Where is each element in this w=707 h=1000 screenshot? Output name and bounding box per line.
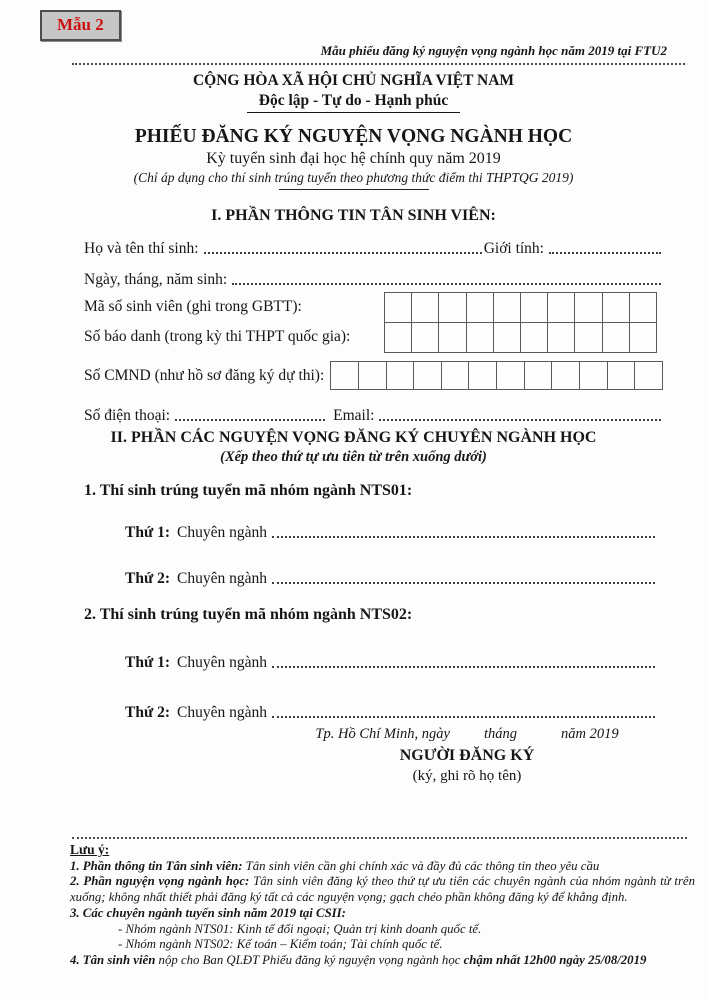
section2-subheading: (Xếp theo thứ tự ưu tiên từ trên xuống dưới) <box>220 449 487 465</box>
choice-fill-line <box>272 712 655 718</box>
digit-box <box>635 362 663 390</box>
email-label: Email: <box>333 407 375 424</box>
digit-box <box>385 293 412 323</box>
exam-id-label: Số báo danh (trong kỳ thi THPT quốc gia): <box>84 328 351 345</box>
digit-box <box>521 293 548 323</box>
dob-row <box>84 265 663 289</box>
note-item-3 <box>70 906 695 922</box>
digit-box <box>331 362 359 390</box>
phone-email-row <box>84 401 663 425</box>
exam-id-boxes <box>384 323 657 353</box>
digit-box <box>442 362 470 390</box>
name-label: Họ và tên thí sinh: <box>84 240 199 257</box>
id-box-grids <box>384 292 657 353</box>
note4-title: 4. Tân sinh viên <box>70 953 156 967</box>
note4-deadline: chậm nhất 12h00 ngày 25/08/2019 <box>463 953 647 967</box>
group2-choice2-row <box>125 698 657 722</box>
note-item-2 <box>70 874 695 905</box>
note3-subitem-1: - Nhóm ngành NTS01: Kinh tế đối ngoại; Quản trị kinh doanh quốc tế. <box>118 921 482 936</box>
id-card-label: Số CMND (như hồ sơ đăng ký dự thi): <box>84 366 325 384</box>
digit-box <box>497 362 525 390</box>
email-fill-line <box>379 415 661 421</box>
id-card-row <box>84 361 663 390</box>
digit-box <box>548 323 575 353</box>
note2-text: Tân sinh viên đăng ký theo thứ tự ưu tiên các chuyên ngành của nhóm ngành từ trên xuống; không nhất thiết phải đăng ký tất cả các nguyện vọng; gạch chéo phần không đăng ký để khẳng định. <box>70 874 696 905</box>
digit-box <box>603 323 630 353</box>
signature-instruction: (ký, ghi rõ họ tên) <box>412 768 522 784</box>
id-numbers-block <box>84 292 663 352</box>
digit-box <box>548 293 575 323</box>
document-scope-note: (Chỉ áp dụng cho thí sinh trúng tuyển theo phương thức điểm thi THPTQG 2019) <box>133 170 574 185</box>
digit-box <box>525 362 553 390</box>
document-subtitle: Kỳ tuyển sinh đại học hệ chính quy năm 2019 <box>206 150 501 167</box>
year-text: năm 2019 <box>560 726 619 742</box>
choice-fill-line <box>272 662 655 668</box>
choice-rank-label: Thứ 2: <box>125 704 171 721</box>
digit-box <box>603 293 630 323</box>
digit-box <box>467 293 494 323</box>
phone-label: Số điện thoại: <box>84 407 171 424</box>
digit-box <box>439 323 466 353</box>
student-id-boxes <box>384 292 657 323</box>
digit-box <box>412 293 439 323</box>
section1-heading: I. PHẦN THÔNG TIN TÂN SINH VIÊN: <box>211 207 496 224</box>
choice-rank-label: Thứ 1: <box>125 654 171 671</box>
note1-title: 1. Phần thông tin Tân sinh viên: <box>70 858 243 873</box>
group1-heading: 1. Thí sinh trúng tuyển mã nhóm ngành NTS01: <box>84 482 413 499</box>
name-row <box>84 240 663 258</box>
student-id-label: Mã số sinh viên (ghi trong GBTT): <box>84 298 302 315</box>
note1-text: Tân sinh viên cần ghi chính xác và đầy đủ các thông tin theo yêu cầu <box>245 858 600 873</box>
notes-section <box>70 842 695 969</box>
national-title: CỘNG HÒA XÃ HỘI CHỦ NGHĨA VIỆT NAM <box>192 72 515 89</box>
group1-choice2-row <box>125 564 657 588</box>
choice-major-label: Chuyên ngành <box>177 704 268 721</box>
notes-heading: Lưu ý: <box>70 842 110 857</box>
dob-fill-line <box>232 279 661 285</box>
notes-dotted-divider <box>72 837 687 839</box>
national-motto-text: Độc lập - Tự do - Hạnh phúc <box>247 92 460 113</box>
note3-title: 3. Các chuyên ngành tuyển sinh năm 2019 tại CSII: <box>70 905 346 920</box>
digit-box <box>630 293 657 323</box>
digit-box <box>575 323 602 353</box>
choice-major-label: Chuyên ngành <box>177 524 268 541</box>
group1-choice1-row <box>125 518 657 542</box>
digit-box <box>608 362 636 390</box>
digit-box <box>387 362 415 390</box>
form-number-badge: Mẫu 2 <box>40 10 121 41</box>
gender-fill-line <box>549 248 661 254</box>
choice-rank-label: Thứ 1: <box>125 524 171 541</box>
choice-rank-label: Thứ 2: <box>125 570 171 587</box>
header-note: Mẫu phiếu đăng ký nguyện vọng ngành học năm 2019 tại FTU2 <box>320 43 667 58</box>
choice-fill-line <box>272 578 655 584</box>
digit-box <box>630 323 657 353</box>
id-card-boxes <box>330 361 663 390</box>
digit-box <box>414 362 442 390</box>
choice-major-label: Chuyên ngành <box>177 570 268 587</box>
digit-box <box>552 362 580 390</box>
choice-major-label: Chuyên ngành <box>177 654 268 671</box>
note4-text: nộp cho Ban QLĐT Phiếu đăng ký nguyện vọng ngành học <box>158 953 464 967</box>
digit-box <box>469 362 497 390</box>
document-title: PHIẾU ĐĂNG KÝ NGUYỆN VỌNG NGÀNH HỌC <box>134 126 573 147</box>
place-day-text: Tp. Hồ Chí Minh, ngày <box>315 726 450 742</box>
digit-box <box>385 323 412 353</box>
title-rule <box>279 189 429 190</box>
section2-heading: II. PHẦN CÁC NGUYỆN VỌNG ĐĂNG KÝ CHUYÊN NGÀNH HỌC <box>110 429 597 446</box>
note3-subitem-2: - Nhóm ngành NTS02: Kế toán – Kiểm toán; Tài chính quốc tế. <box>118 937 443 952</box>
group2-heading: 2. Thí sinh trúng tuyển mã nhóm ngành NTS02: <box>84 606 413 623</box>
digit-box <box>412 323 439 353</box>
digit-box <box>494 323 521 353</box>
digit-box <box>359 362 387 390</box>
note2-title: 2. Phần nguyện vọng ngành học: <box>70 874 250 889</box>
dob-label: Ngày, tháng, năm sinh: <box>84 271 228 288</box>
signature-block <box>302 726 632 785</box>
choice-fill-line <box>272 532 655 538</box>
digit-box <box>521 323 548 353</box>
group2-choice1-row <box>125 648 657 672</box>
digit-box <box>494 293 521 323</box>
digit-box <box>439 293 466 323</box>
name-fill-line <box>204 248 482 254</box>
month-text: tháng <box>483 726 517 742</box>
top-dotted-divider <box>72 63 685 65</box>
note-item-4 <box>70 953 695 969</box>
digit-box <box>467 323 494 353</box>
place-date-line <box>302 726 632 743</box>
student-info-fields <box>84 240 663 425</box>
digit-box <box>580 362 608 390</box>
phone-fill-line <box>175 415 325 421</box>
gender-label: Giới tính: <box>483 240 544 257</box>
national-motto <box>0 92 707 113</box>
signer-title: NGƯỜI ĐĂNG KÝ <box>399 747 535 764</box>
note-item-1 <box>70 859 695 875</box>
digit-box <box>575 293 602 323</box>
